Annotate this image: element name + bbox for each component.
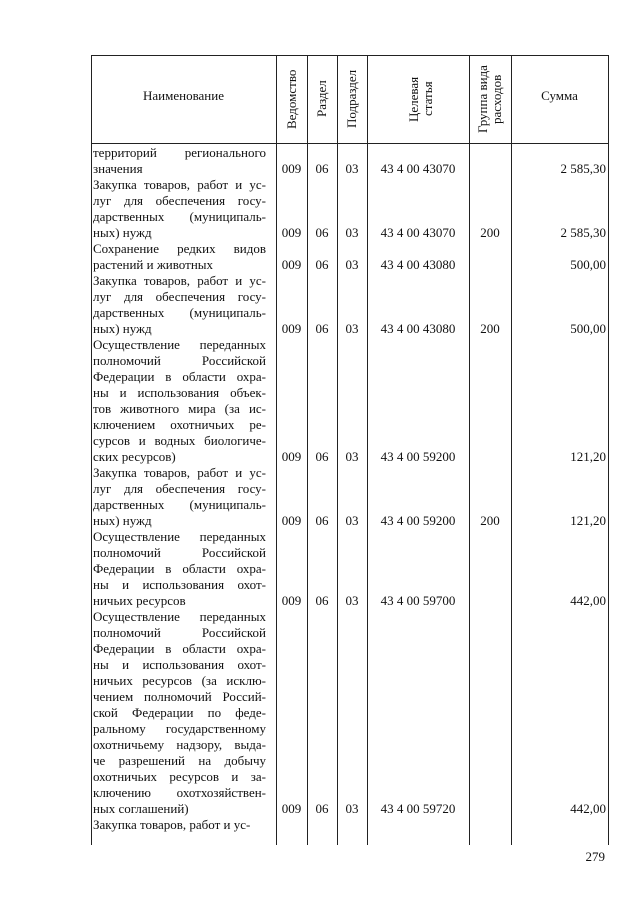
- row-name-line: полномочий Российской: [93, 545, 266, 560]
- cell-podrazdel: 03: [345, 257, 359, 272]
- header-vedomstvo: Ведомство: [284, 69, 299, 129]
- cell-podrazdel: 03: [345, 513, 359, 528]
- row-name-line: Осуществление переданных: [93, 337, 266, 352]
- header-gruppa: Группа вида расходов: [475, 65, 504, 133]
- cell-razdel: 06: [315, 161, 329, 176]
- cell-summa: 500,00: [570, 257, 606, 272]
- row-name-line: полномочий Российской: [93, 625, 266, 640]
- row-name-line: Закупка товаров, работ и ус-: [93, 465, 266, 480]
- row-name-line: Федерации в области охра-: [93, 641, 266, 656]
- header-razdel: Раздел: [314, 80, 329, 118]
- row-name-line: ны и использования охот-: [93, 577, 266, 592]
- cell-razdel: 06: [315, 225, 329, 240]
- row-name-line: дарственных (муниципаль-: [93, 305, 266, 320]
- cell-summa: 500,00: [570, 321, 606, 336]
- cell-vedomstvo: 009: [281, 593, 302, 608]
- row-name-line: ской Федерации по феде-: [93, 705, 266, 720]
- col-border: [608, 55, 609, 845]
- cell-tselevaya: 43 4 00 59200: [380, 449, 456, 464]
- cell-tselevaya: 43 4 00 59720: [380, 801, 456, 816]
- header-tselevaya-text: Целевая статья: [406, 76, 435, 122]
- cell-tselevaya: 43 4 00 43080: [380, 321, 456, 336]
- cell-gruppa: 200: [480, 225, 500, 240]
- cell-podrazdel: 03: [345, 593, 359, 608]
- row-name-line: растений и животных: [93, 257, 214, 272]
- cell-summa: 442,00: [570, 593, 606, 608]
- header-name: Наименование: [143, 88, 224, 103]
- row-name-line: ны и использования охот-: [93, 657, 266, 672]
- cell-vedomstvo: 009: [281, 225, 302, 240]
- row-name-line: ных соглашений): [93, 801, 189, 816]
- cell-razdel: 06: [315, 321, 329, 336]
- cell-razdel: 06: [315, 801, 329, 816]
- row-name-line: ключением охотничьих ре-: [93, 417, 266, 432]
- row-name-line: ничьих ресурсов (за исклю-: [93, 673, 266, 688]
- row-name-line: полномочий Российской: [93, 353, 266, 368]
- row-name-line: дарственных (муниципаль-: [93, 209, 266, 224]
- table-top-border: [91, 55, 609, 56]
- row-name-line: ных) нужд: [93, 321, 152, 336]
- row-name-line: значения: [93, 161, 143, 176]
- row-name-line: луг для обеспечения госу-: [93, 193, 266, 208]
- row-name-line: луг для обеспечения госу-: [93, 289, 266, 304]
- row-name-line: Закупка товаров, работ и ус-: [93, 817, 251, 832]
- cell-vedomstvo: 009: [281, 161, 302, 176]
- row-name-line: Сохранение редких видов: [93, 241, 266, 256]
- cell-podrazdel: 03: [345, 225, 359, 240]
- cell-razdel: 06: [315, 513, 329, 528]
- cell-tselevaya: 43 4 00 43070: [380, 161, 456, 176]
- cell-razdel: 06: [315, 449, 329, 464]
- cell-razdel: 06: [315, 257, 329, 272]
- cell-podrazdel: 03: [345, 801, 359, 816]
- cell-tselevaya: 43 4 00 59700: [380, 593, 456, 608]
- cell-gruppa: 200: [480, 513, 500, 528]
- row-name-line: луг для обеспечения госу-: [93, 481, 266, 496]
- header-bottom-border: [91, 143, 609, 144]
- row-name-line: сурсов и водных биологиче-: [93, 433, 266, 448]
- cell-podrazdel: 03: [345, 161, 359, 176]
- cell-razdel: 06: [315, 593, 329, 608]
- cell-summa: 121,20: [570, 449, 606, 464]
- cell-vedomstvo: 009: [281, 449, 302, 464]
- row-name-line: ских ресурсов): [93, 449, 176, 464]
- col-border: [91, 55, 92, 845]
- row-name-line: дарственных (муниципаль-: [93, 497, 266, 512]
- header-summa: Сумма: [541, 88, 578, 103]
- header-tselevaya: [406, 59, 436, 139]
- cell-gruppa: 200: [480, 321, 500, 336]
- budget-table: [91, 55, 609, 845]
- row-name-line: охотничьему надзору, выда-: [93, 737, 266, 752]
- row-name-line: че разрешений на добычу: [93, 753, 266, 768]
- cell-tselevaya: 43 4 00 59200: [380, 513, 456, 528]
- cell-vedomstvo: 009: [281, 321, 302, 336]
- row-name-line: ничьих ресурсов: [93, 593, 186, 608]
- cell-vedomstvo: 009: [281, 801, 302, 816]
- row-name-line: ральному государственному: [93, 721, 266, 736]
- cell-podrazdel: 03: [345, 449, 359, 464]
- row-name-line: Осуществление переданных: [93, 529, 266, 544]
- row-name-line: ключению охотхозяйствен-: [93, 785, 266, 800]
- col-border: [469, 55, 470, 845]
- row-name-line: Федерации в области охра-: [93, 369, 266, 384]
- cell-vedomstvo: 009: [281, 257, 302, 272]
- row-name-line: тов животного мира (за ис-: [93, 401, 266, 416]
- cell-summa: 121,20: [570, 513, 606, 528]
- cell-podrazdel: 03: [345, 321, 359, 336]
- cell-summa: 2 585,30: [560, 225, 606, 240]
- cell-summa: 2 585,30: [560, 161, 606, 176]
- row-name-line: охотничьих ресурсов и за-: [93, 769, 266, 784]
- cell-tselevaya: 43 4 00 43070: [380, 225, 456, 240]
- cell-vedomstvo: 009: [281, 513, 302, 528]
- row-name-line: ных) нужд: [93, 225, 152, 240]
- cell-tselevaya: 43 4 00 43080: [380, 257, 456, 272]
- row-name-line: Федерации в области охра-: [93, 561, 266, 576]
- row-name-line: ных) нужд: [93, 513, 152, 528]
- cell-summa: 442,00: [570, 801, 606, 816]
- row-name-line: Закупка товаров, работ и ус-: [93, 273, 266, 288]
- header-podrazdel: Подраздел: [344, 69, 359, 129]
- row-name-line: Осуществление переданных: [93, 609, 266, 624]
- page-number: 279: [585, 849, 605, 864]
- row-name-line: территорий регионального: [93, 145, 266, 160]
- row-name-line: Закупка товаров, работ и ус-: [93, 177, 266, 192]
- row-name-line: чением полномочий Россий-: [93, 689, 266, 704]
- row-name-line: ны и использования объек-: [93, 385, 266, 400]
